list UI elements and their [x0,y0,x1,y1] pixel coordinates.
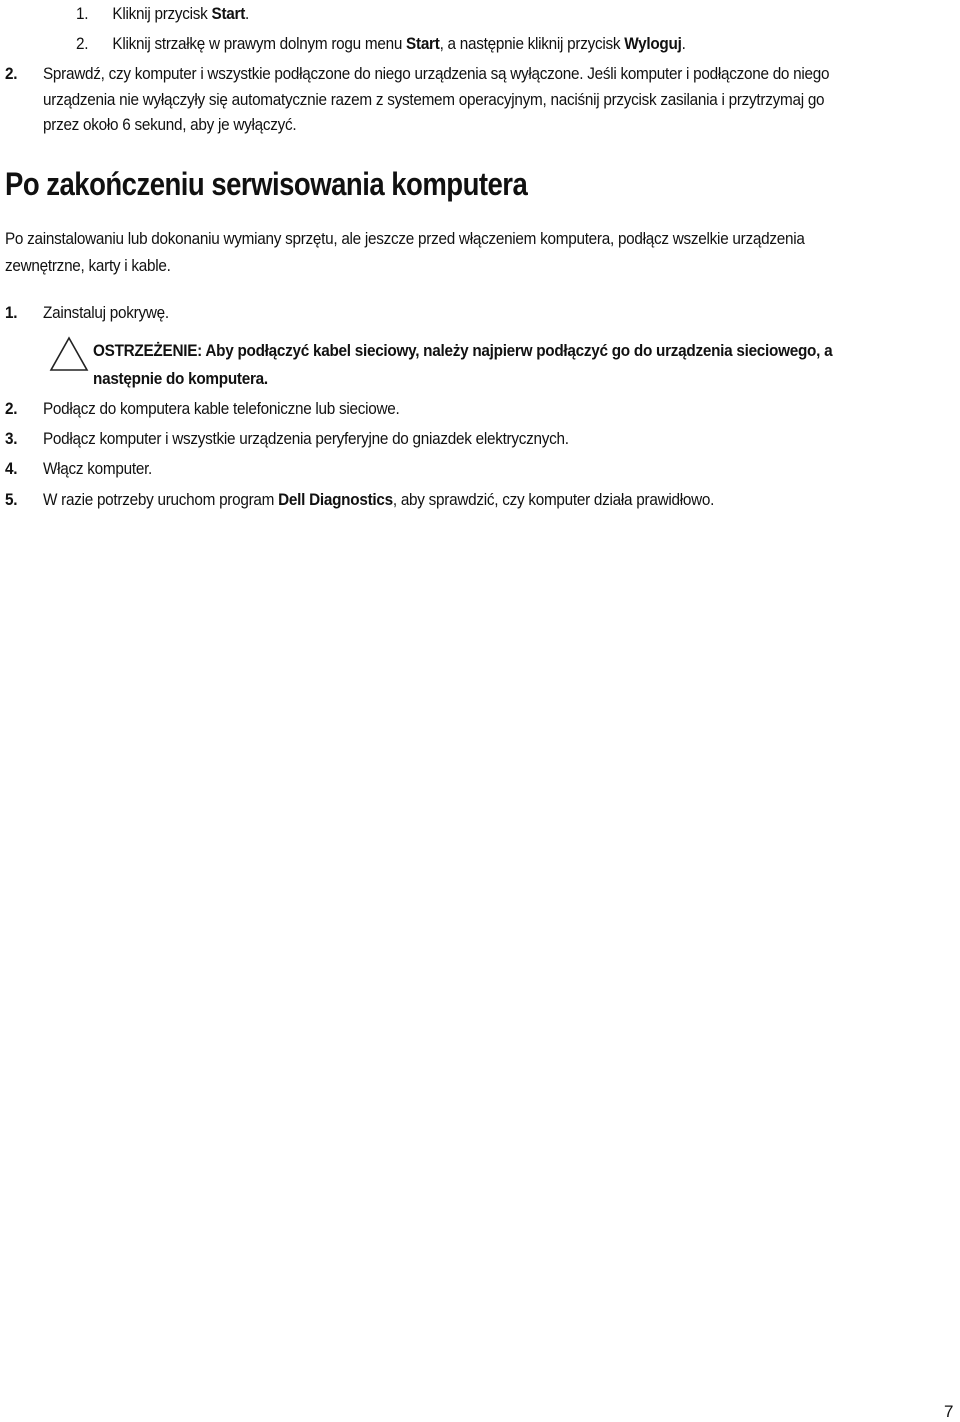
step-text: Włącz komputer. [43,459,153,478]
substep-text: Kliknij przycisk [112,4,212,23]
warning-triangle-icon [49,336,89,372]
substep-number: 1. [76,4,89,23]
substep-bold: Start [406,34,440,53]
section-title: Po zakończeniu serwisowania komputera [5,166,528,202]
step-2-line-1: Sprawdź, czy komputer i wszystkie podłączone do niego urządzenia są wyłączone. Jeśli komputer i podłączone do niego [43,64,830,83]
step-2-line-3: przez około 6 sekund, aby je wyłączyć. [43,115,297,134]
warning-line-2: następnie do komputera. [93,369,268,388]
program-name: Dell Diagnostics [278,490,393,509]
step-text: Podłącz komputer i wszystkie urządzenia peryferyjne do gniazdek elektrycznych. [43,429,569,448]
step-number: 4. [5,459,18,478]
substep-text: . [245,4,250,23]
substep-1 [76,4,249,24]
step-number: 3. [5,429,18,448]
step-text: Zainstaluj pokrywę. [43,303,169,322]
step-2-line-2: urządzenia nie wyłączyły się automatycznie razem z systemem operacyjnym, naciśnij przycisk zasilania i przytrzymaj go [43,90,825,109]
step-text [43,490,714,510]
substep-bold: Wyloguj [624,34,682,53]
step-number: 1. [5,303,18,322]
substep-number: 2. [76,34,89,53]
substep-text: Kliknij strzałkę w prawym dolnym rogu menu [112,34,407,53]
substep-text: . [681,34,686,53]
page-number: 7 [944,1402,954,1421]
substep-bold: Start [211,4,246,23]
step-text-part: W razie potrzeby uruchom program [43,490,279,509]
step-text-part: , aby sprawdzić, czy komputer działa prawidłowo. [392,490,715,509]
step-text: Podłącz do komputera kable telefoniczne lub sieciowe. [43,399,400,418]
intro-line-1: Po zainstalowaniu lub dokonaniu wymiany sprzętu, ale jeszcze przed włączeniem komputera, podłącz wszelkie urządzenia [5,229,805,248]
step-number: 5. [5,490,18,509]
substep-text: , a następnie kliknij przycisk [439,34,625,53]
intro-line-2: zewnętrzne, karty i kable. [5,256,171,275]
substep-2 [76,34,686,54]
step-number: 2. [5,64,18,83]
warning-line-1: OSTRZEŻENIE: Aby podłączyć kabel sieciowy, należy najpierw podłączyć go do urządzenia sieciowego, a [93,341,833,360]
step-number: 2. [5,399,18,418]
